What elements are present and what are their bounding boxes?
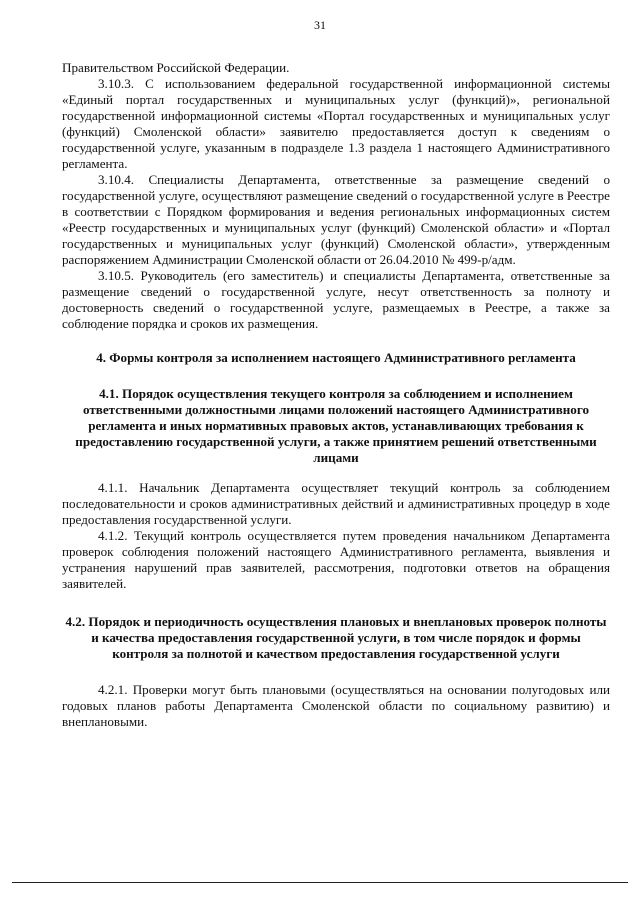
section-heading-4: 4. Формы контроля за исполнением настоящего Административного регламента <box>96 350 576 365</box>
paragraph-3-10-3: 3.10.3. С использованием федеральной государственной информационной системы «Единый портал государственных и муниципальных услуг (функций)», региональной государственной информационной системы «Портал государственных и муниципальных услуг (функций) Смоленской области» заявителю предоставляется доступ к сведениям о государственной услуге, указанным в подразделе 1.3 раздела 1 настоящего Административного регламента. <box>62 76 610 171</box>
subsection-heading-4-2: 4.2. Порядок и периодичность осуществления плановых и внеплановых проверок полноты и качества предоставления государственной услуги, в том числе порядок и формы контроля за полнотой и качеством предоставления государственной услуги <box>65 614 607 661</box>
continuation-text: Правительством Российской Федерации. <box>62 60 290 75</box>
paragraph-4-2-1: 4.2.1. Проверки могут быть плановыми (осуществляться на основании полугодовых или годовых планов работы Департамента Смоленской области по социальному развитию) и внеплановыми. <box>62 682 610 729</box>
paragraph-3-10-5: 3.10.5. Руководитель (его заместитель) и специалисты Департамента, ответственные за размещение сведений о государственной услуге, несут ответственность за полноту и достоверность сведений о государственной услуге, размещаемых в Реестре, а также за соблюдение порядка и сроков их размещения. <box>62 268 610 331</box>
paragraph-4-1-2: 4.1.2. Текущий контроль осуществляется путем проведения начальником Департамента проверок соблюдения положений настоящего Административного регламента, выявления и устранения нарушений прав заявителей, рассмотрения, подготовки ответов на обращения заявителей. <box>62 528 610 591</box>
page-number: 31 <box>314 18 326 32</box>
document-body <box>62 60 610 730</box>
paragraph-4-1-1: 4.1.1. Начальник Департамента осуществляет текущий контроль за соблюдением последовательности и сроков административных действий и административных процедур в ходе предоставления государственной услуги. <box>62 480 610 527</box>
footer-divider <box>12 882 628 883</box>
subsection-heading-4-1: 4.1. Порядок осуществления текущего контроля за соблюдением и исполнением ответственными должностными лицами положений настоящего Административного регламента и иных нормативных правовых актов, устанавливающих требования к предоставлению государственной услуги, а также принятием решений ответственными лицами <box>75 386 597 465</box>
paragraph-3-10-4: 3.10.4. Специалисты Департамента, ответственные за размещение сведений о государственной услуге, осуществляют размещение сведений о государственной услуге в Реестре в соответствии с Порядком формирования и ведения региональных информационных систем «Реестр государственных и муниципальных услуг (функций) Смоленской области» и «Портал государственных и муниципальных услуг (функций) Смоленской области», утвержденным распоряжением Администрации Смоленской области от 26.04.2010 № 499-р/адм. <box>62 172 610 267</box>
